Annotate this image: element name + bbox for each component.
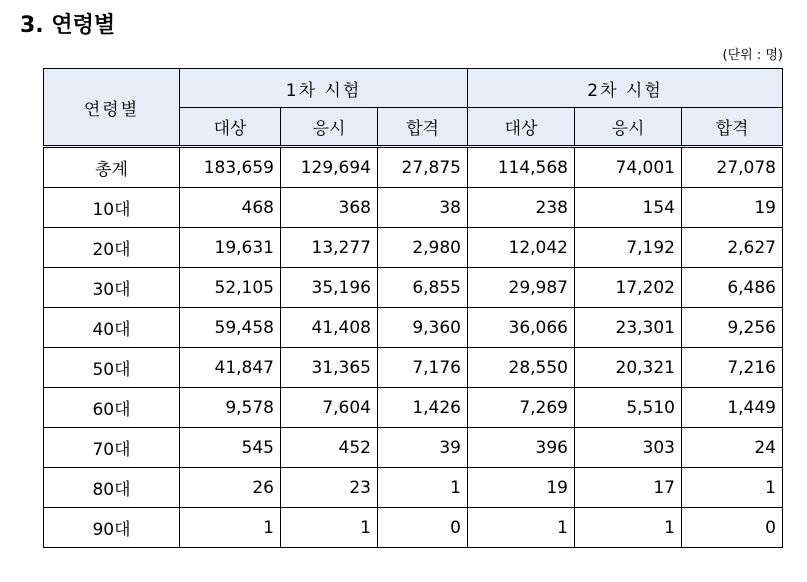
header-second-passed: 합격 [682,108,783,147]
table-cell: 154 [575,188,682,228]
table-row [44,388,783,428]
row-age-label: 40대 [44,308,180,348]
table-cell: 1 [281,508,378,548]
table-cell: 1 [682,468,783,508]
row-age-label: 총계 [44,147,180,188]
page-title: 3. 연령별 [20,13,116,38]
table-cell: 7,176 [378,348,468,388]
table-row [44,348,783,388]
unit-label: (단위 : 명) [722,48,783,63]
table-cell: 28,550 [468,348,575,388]
table-cell: 303 [575,428,682,468]
table-cell: 23 [281,468,378,508]
table-row [44,428,783,468]
table-cell: 183,659 [180,147,281,188]
table-cell: 27,078 [682,147,783,188]
table-row [44,228,783,268]
header-first-target: 대상 [180,108,281,147]
table-body [44,147,783,548]
table-cell: 114,568 [468,147,575,188]
table-cell: 129,694 [281,147,378,188]
table-cell: 31,365 [281,348,378,388]
table-cell: 7,604 [281,388,378,428]
row-age-label: 60대 [44,388,180,428]
table-cell: 1,426 [378,388,468,428]
age-statistics-table [43,68,783,548]
table-row [44,308,783,348]
table-row [44,188,783,228]
table-cell: 38 [378,188,468,228]
header-group-first-exam: 1차 시험 [180,69,468,108]
table-cell: 35,196 [281,268,378,308]
table-cell: 19,631 [180,228,281,268]
table-cell: 24 [682,428,783,468]
row-age-label: 10대 [44,188,180,228]
row-age-label: 50대 [44,348,180,388]
table-cell: 368 [281,188,378,228]
table-cell: 5,510 [575,388,682,428]
table-cell: 1,449 [682,388,783,428]
table-cell: 19 [682,188,783,228]
table-header [44,69,783,147]
table-cell: 23,301 [575,308,682,348]
table-cell: 19 [468,468,575,508]
table-cell: 6,486 [682,268,783,308]
row-age-label: 90대 [44,508,180,548]
table-cell: 26 [180,468,281,508]
row-age-label: 30대 [44,268,180,308]
table-cell: 41,408 [281,308,378,348]
row-age-label: 20대 [44,228,180,268]
table-cell: 12,042 [468,228,575,268]
header-group-second-exam: 2차 시험 [468,69,783,108]
table-cell: 2,980 [378,228,468,268]
table-cell: 7,192 [575,228,682,268]
table-cell: 238 [468,188,575,228]
table-cell: 545 [180,428,281,468]
table-cell: 20,321 [575,348,682,388]
table-cell: 27,875 [378,147,468,188]
table-cell: 29,987 [468,268,575,308]
table-cell: 468 [180,188,281,228]
table-cell: 17,202 [575,268,682,308]
header-second-target: 대상 [468,108,575,147]
header-age: 연령별 [44,69,180,147]
table-cell: 7,269 [468,388,575,428]
table-cell: 1 [180,508,281,548]
table-row [44,508,783,548]
row-age-label: 80대 [44,468,180,508]
table-cell: 52,105 [180,268,281,308]
header-first-passed: 합격 [378,108,468,147]
table-cell: 13,277 [281,228,378,268]
table-cell: 1 [468,508,575,548]
table-row [44,268,783,308]
table-cell: 0 [682,508,783,548]
header-first-applied: 응시 [281,108,378,147]
table-cell: 59,458 [180,308,281,348]
table-cell: 452 [281,428,378,468]
table-cell: 9,256 [682,308,783,348]
table-cell: 9,360 [378,308,468,348]
table-cell: 396 [468,428,575,468]
header-row-groups [44,69,783,108]
table-cell: 1 [575,508,682,548]
table-row [44,468,783,508]
table-cell: 36,066 [468,308,575,348]
table-cell: 17 [575,468,682,508]
table-cell: 9,578 [180,388,281,428]
table-cell: 41,847 [180,348,281,388]
table-cell: 0 [378,508,468,548]
row-age-label: 70대 [44,428,180,468]
table-cell: 2,627 [682,228,783,268]
table-cell: 1 [378,468,468,508]
table-cell: 39 [378,428,468,468]
table-cell: 74,001 [575,147,682,188]
table-cell: 6,855 [378,268,468,308]
header-second-applied: 응시 [575,108,682,147]
table-row [44,147,783,188]
table-cell: 7,216 [682,348,783,388]
